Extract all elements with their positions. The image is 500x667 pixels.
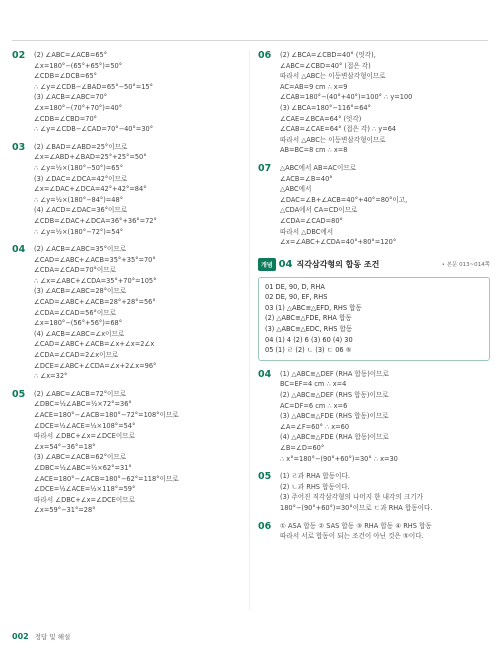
answer-line: △ABC에서 AB=AC이므로 <box>280 163 357 172</box>
answer-line: (2) ∠ACB=∠ABC=35°이므로 <box>34 245 127 254</box>
answer-line: ∠CDB=∠CBD=70° <box>34 114 97 123</box>
answer-block <box>12 244 240 382</box>
column-divider <box>249 50 250 610</box>
answer-line: ∠CDA=∠CAD=70°이므로 <box>34 266 116 275</box>
topic-title: 직각삼각형의 합동 조건 <box>296 259 380 269</box>
answer-line: ∴ ∠y=½×(180°−50°)=65° <box>34 163 123 172</box>
answer-line: ∠ACE=180°−∠ACB=180°−62°=118°이므로 <box>34 474 179 483</box>
answer-line: (4) ∠ACB=∠ABC=∠x이므로 <box>34 329 125 338</box>
answer-line: ∠x=180°−(70°+70°)=40° <box>34 103 123 112</box>
answer-line: ∠DCE=½∠ACE=½×108°=54° <box>34 421 136 430</box>
answer-line: ∠CAD=∠ABC+∠ACB=∠x+∠x=2∠x <box>34 340 155 349</box>
quick-answer-line: (2) △ABC≡△FDE, RHA 합동 <box>265 314 352 323</box>
answer-line: ∠CAB=∠CAE=64° (접은 각) ∴ y=64 <box>280 125 397 134</box>
answer-body <box>280 163 490 248</box>
answer-line: ∠x=∠DAC+∠DCA=42°+42°=84° <box>34 185 147 194</box>
answer-line: (3) ∠DAC=∠DCA=42°이므로 <box>34 174 128 183</box>
answer-block <box>12 50 240 135</box>
quick-answer-line: 03 (1) △ABC≡△EFD, RHS 합동 <box>265 303 362 312</box>
answer-line: ∠DCE=½∠ACE=½×118°=59° <box>34 485 136 494</box>
answer-line: (3) ∠ACB=∠ABC=70° <box>34 93 108 102</box>
answer-line: ∠CAE=∠BCA=64° (엇각) <box>280 114 362 123</box>
answer-line: (2) △ABC≡△DEF (RHS 합동)이므로 <box>280 391 389 400</box>
answer-line: (2) ∠BCA=∠CBD=40° (엇각), <box>280 51 376 59</box>
answer-line: (2) ∠ABC=∠ACB=72°이므로 <box>34 389 127 398</box>
right-bottom-answers <box>258 369 490 542</box>
answer-line: (3) ∠BCA=180°−116°=64° <box>280 103 371 112</box>
answer-line: BC=EF=4 cm ∴ x=4 <box>280 380 347 389</box>
answer-line: (3) ∠ABC=∠ACB=62°이므로 <box>34 453 127 462</box>
question-number: 06 <box>258 520 272 532</box>
answer-line: ∠ACE=180°−∠ACB=180°−72°=108°이므로 <box>34 411 179 419</box>
answer-line: AB=BC=8 cm ∴ x=8 <box>280 146 348 155</box>
answer-line: (1) ㄹ과 RHA 합동이다. <box>280 472 350 481</box>
top-rule <box>12 40 488 41</box>
answer-line: (3) ∠ACB=∠ABC=28°이므로 <box>34 287 127 296</box>
answer-line: 따라서 서로 합동이 되는 조건이 아닌 것은 ⑤이다. <box>280 532 424 541</box>
topic-header <box>258 258 490 271</box>
topic-number: 04 <box>278 258 293 270</box>
answer-line: (3) △ABC≡△FDE (RHS 합동)이므로 <box>280 412 389 421</box>
answer-line: ∠CAD=∠ABC+∠ACB=28°+28°=56° <box>34 298 156 307</box>
answer-body <box>34 50 240 135</box>
answer-line: 따라서 △ABC는 이등변삼각형이므로 <box>280 135 386 144</box>
answer-line: ∴ x°=180°−(90°+60°)=30° ∴ x=30 <box>280 454 398 463</box>
answer-line: AC=AB=9 cm ∴ x=9 <box>280 82 348 91</box>
answer-body <box>34 244 240 382</box>
answer-line: △CDA에서 CA=CD이므로 <box>280 206 358 215</box>
answer-line: ∠x=59°−31°=28° <box>34 506 96 515</box>
answer-line: ∠CDA=∠CAD=56°이므로 <box>34 308 116 317</box>
question-number: 07 <box>258 162 272 174</box>
answer-body <box>280 521 490 542</box>
left-column <box>12 50 240 523</box>
answer-block <box>258 471 490 513</box>
answer-line: (2) ∠BAD=∠ABD=25°이므로 <box>34 142 128 151</box>
answer-line: ∠x=180°−(65°+65°)=50° <box>34 61 123 70</box>
right-column <box>258 50 490 549</box>
question-number: 03 <box>12 141 26 153</box>
answer-line: △ABC에서 <box>280 185 312 194</box>
answer-line: ∠DBC=½∠ABC=½×62°=31° <box>34 463 132 472</box>
answer-line: ∠DAC=∠B+∠ACB=40°+40°=80°이고, <box>280 195 408 204</box>
question-number: 05 <box>12 388 26 400</box>
answer-body <box>34 142 240 237</box>
answer-line: (1) △ABC≡△DEF (RHA 합동)이므로 <box>280 369 389 378</box>
answer-line: ∠x=∠ABC+∠CDA=40°+80°=120° <box>280 238 397 247</box>
answer-line: ∠DCE=∠ABC+∠CDA=∠x+2∠x=96° <box>34 361 157 370</box>
quick-answer-line: 01 DE, 90, D, RHA <box>265 282 325 291</box>
page-number: 002 <box>12 632 29 641</box>
topic-page-ref: • 본문 013~014쪽 <box>441 262 490 269</box>
quick-answer-line: 02 DE, 90, EF, RHS <box>265 293 328 302</box>
answer-line: ∠DBC=½∠ABC=½×72°=36° <box>34 400 132 409</box>
answer-block <box>258 521 490 542</box>
answer-line: ∠CDA=∠CAD=80° <box>280 216 343 225</box>
answer-line: (2) ∠ABC=∠ACB=65° <box>34 51 108 59</box>
answer-body <box>280 50 490 156</box>
topic-tag: 개념 <box>258 258 276 271</box>
answer-line: 따라서 △ABC는 이등변삼각형이므로 <box>280 72 386 81</box>
answer-line: ① ASA 합동 ② SAS 합동 ③ RHA 합동 ④ RHS 합동 <box>280 521 432 530</box>
answer-block <box>258 163 490 248</box>
answer-line: ∠x=180°−(56°+56°)=68° <box>34 319 123 328</box>
question-number: 06 <box>258 50 272 61</box>
answer-line: ∴ ∠x=32° <box>34 372 68 381</box>
quick-answer-line: (3) △ABC≡△EDC, RHS 합동 <box>265 325 353 334</box>
answer-line: ∠CAB=180°−(40°+40°)=100° ∴ y=100 <box>280 93 413 102</box>
answer-line: ∠x=∠ABD+∠BAD=25°+25°=50° <box>34 153 147 162</box>
quick-answer-line: 04 (1) 4 (2) 6 (3) 60 (4) 30 <box>265 335 353 344</box>
answer-line: ∠CAD=∠ABC+∠ACB=35°+35°=70° <box>34 255 156 264</box>
answer-block <box>258 50 490 156</box>
answer-body <box>34 389 240 516</box>
question-number: 04 <box>258 368 272 380</box>
answer-block <box>12 389 240 516</box>
answer-body <box>280 369 490 464</box>
answer-body <box>280 471 490 513</box>
question-number: 05 <box>258 471 272 483</box>
answer-line: (2) ㄴ과 RHS 합동이다. <box>280 482 350 491</box>
answer-line: ∠CDB=∠DCB=65° <box>34 72 97 81</box>
answer-line: ∠CDA=∠CAD=2∠x이므로 <box>34 351 119 360</box>
answer-line: 따라서 △DBC에서 <box>280 227 334 236</box>
answer-block <box>12 142 240 237</box>
answer-line: ∠B=∠D=60° <box>280 444 325 452</box>
answer-line: 180°−(90°+60°)=30°이므로 ㄷ과 RHA 합동이다. <box>280 503 433 512</box>
answer-line: (4) ∠ACD=∠DAC=36°이므로 <box>34 206 128 215</box>
question-number: 02 <box>12 50 26 61</box>
answer-line: ∴ ∠y=∠CDB−∠CAD=70°−40°=30° <box>34 125 154 134</box>
answer-line: ∠A=∠F=60° ∴ x=60 <box>280 422 350 431</box>
answer-line: ∠CDB=∠DAC+∠DCA=36°+36°=72° <box>34 216 157 225</box>
answer-line: (4) △ABC≡△FDE (RHA 합동)이므로 <box>280 433 389 442</box>
question-number: 04 <box>12 244 26 256</box>
answer-line: 따라서 ∠DBC+∠x=∠DCE이므로 <box>34 432 135 441</box>
answer-line: ∴ ∠y=∠CDB−∠BAD=65°−50°=15° <box>34 82 153 91</box>
right-top-answers <box>258 50 490 248</box>
answer-line: ∠x=54°−36°=18° <box>34 442 96 451</box>
answer-line: AC=DF=6 cm ∴ x=6 <box>280 401 348 410</box>
answer-line: ∠ABC=∠CBD=40° (접은 각) <box>280 61 371 70</box>
answer-line: 따라서 ∠DBC+∠x=∠DCE이므로 <box>34 495 135 504</box>
quick-answer-box <box>258 277 490 361</box>
answer-line: ∴ ∠x=∠ABC+∠CDA=35°+70°=105° <box>34 276 157 285</box>
answer-line: (3) 주어진 직각삼각형의 나머지 한 내각의 크기가 <box>280 493 423 502</box>
answer-line: ∴ ∠y=½×(180°−84°)=48° <box>34 195 123 204</box>
quick-answer-line: 05 (1) ㄹ (2) ㄴ (3) ㄷ 06 ⑤ <box>265 346 352 355</box>
answer-block <box>258 369 490 464</box>
page-footer <box>12 632 70 641</box>
answer-line: ∴ ∠y=½×(180°−72°)=54° <box>34 227 123 236</box>
footer-label: 정답 및 해설 <box>34 633 71 641</box>
answer-line: ∠ACB=∠B=40° <box>280 174 333 183</box>
